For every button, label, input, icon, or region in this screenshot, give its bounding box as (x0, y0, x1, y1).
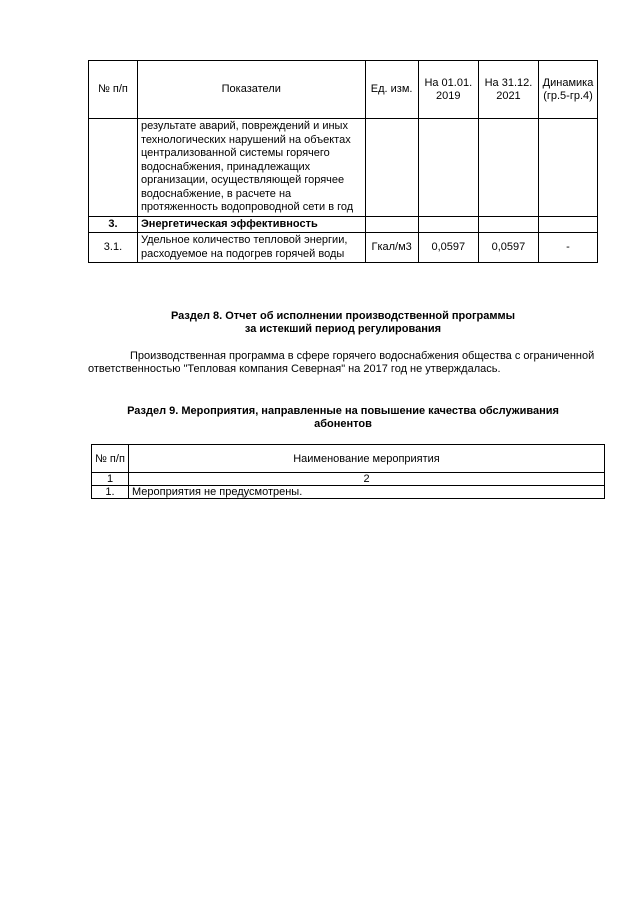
row-v1: 0,0597 (418, 233, 478, 263)
section9-title-line1: Раздел 9. Мероприятия, направленные на повышение качества обслуживания (127, 405, 559, 417)
row-num: 1. (92, 486, 129, 499)
section9-title-line2: абонентов (314, 418, 372, 430)
table-row (92, 486, 605, 499)
section8-paragraph: Производственная программа в сфере горячего водоснабжения общества с ограниченной ответственностью "Тепловая компания Северная" на 2017 год не утверждалась. (88, 350, 595, 375)
row-name: Удельное количество тепловой энергии, расходуемое на подогрев горячей воды (137, 233, 365, 263)
header-v1: На 01.01. 2019 (418, 61, 478, 119)
header-num: № п/п (89, 61, 138, 119)
header-unit: Ед. изм. (365, 61, 418, 119)
table-row (89, 233, 598, 263)
continuation-cell: результате аварий, повреждений и иных технологических нарушений на объектах централизованной системы горячего водоснабжения, принадлежащих организации, осуществляющей горячее водоснабжение, в расчете на протяженность водопроводной сети в год (137, 119, 365, 217)
index-num: 1 (92, 473, 129, 486)
header-num: № п/п (92, 445, 129, 473)
header-dynamics: Динамика (гр.5-гр.4) (539, 61, 598, 119)
measures-table (91, 444, 605, 499)
row-num: 3.1. (89, 233, 138, 263)
table-row (89, 119, 598, 217)
section8-title-line2: за истекший период регулирования (244, 323, 442, 335)
section9-heading (88, 405, 598, 431)
row-name: Мероприятия не предусмотрены. (129, 486, 605, 499)
row-unit: Гкал/м3 (365, 233, 418, 263)
index-name: 2 (129, 473, 605, 486)
table-header-row (89, 61, 598, 119)
section8-heading (88, 310, 598, 336)
section-title: Энергетическая эффективность (137, 216, 365, 233)
indicators-table (88, 60, 598, 263)
row-dynamics: - (539, 233, 598, 263)
table-header-row (92, 445, 605, 473)
header-name: Показатели (137, 61, 365, 119)
header-v2: На 31.12. 2021 (478, 61, 538, 119)
index-row (92, 473, 605, 486)
section-row (89, 216, 598, 233)
section-num: 3. (89, 216, 138, 233)
header-name: Наименование мероприятия (129, 445, 605, 473)
row-v2: 0,0597 (478, 233, 538, 263)
section8-title-line1: Раздел 8. Отчет об исполнении производственной программы (170, 310, 516, 322)
